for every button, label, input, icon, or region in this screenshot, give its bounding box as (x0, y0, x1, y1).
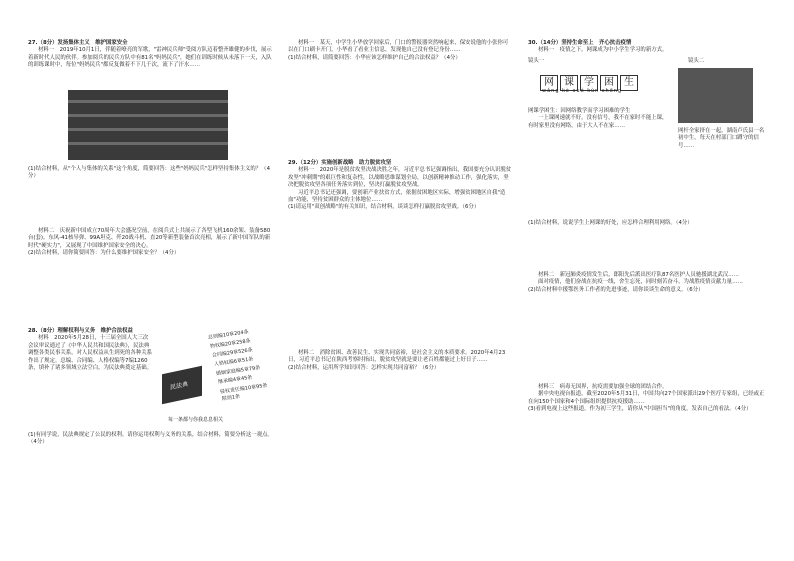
ribbon-item: 物权编20章258条 (209, 338, 252, 350)
q30-material-1: 材料一 疫情之下，网课成为中小学生学习的新方式。 (538, 47, 668, 54)
pinyin-line: wǎng kè xué kùn shēng (542, 88, 623, 94)
q30-text-1: 网课学困生：因网络教学而学习困难的学生 (528, 108, 631, 114)
q27-part1 (28, 166, 273, 181)
q30-material-2: 材料二 新冠肺炎疫情发生后，郎阳先后派出医疗队87名医护人员驰援湖北武汉…… (538, 272, 739, 278)
question-29 (288, 160, 513, 212)
q27-material-2: 材料二 庆祝新中国成立70周年大会盛况空前，在阅兵式上共展示了各型飞机160余架、装备580台(套)。东风-41核导弹、99A坦克、歼20战斗机、直20等新型装备首次亮相，展示了新中国军队的新时代"硬实力"，又展现了中国维护国家安全的决心。 (28, 228, 271, 249)
ribbon-item: 合同编29章526条 (211, 347, 254, 359)
word-box: 学 (580, 75, 598, 91)
word-box: 生 (620, 75, 638, 91)
q27-question-1: (1)结合材料，从"个人与集体的关系"这个角度，简要回答：这些"妈妈民兵"怎样坚持集体主义的？（4分） (28, 166, 270, 180)
graphic-caption: 每一条都与你我息息相关 (168, 417, 224, 423)
book-icon (162, 366, 202, 405)
col2-question-1: (1)结合材料，请简要回答：小华应该怎样维护自己的合法权益？（4分） (288, 54, 461, 61)
col2-material-1: 材料一 某天，中学生小华放学回家后，门口的警报器突然响起来，保安说他的小张你可以在门口刷卡开门，小华看了看业主信息，发现他自己没有登记身份…… (288, 40, 509, 54)
q29-question-1: (1)请运用"双创战略"的有关知识，结合材料，谈谈怎样打赢脱贫攻坚战。（6分） (288, 204, 480, 211)
q27-material-1: 材料一 2019年10月1日，伴随着嘹亮的军歌，"雷神民兵师"受阅方队迈着整齐雄健的步伐，展示着新时代人民的伙伴。参加阅兵的民兵方队中有81名"妈妈民兵"，她们在训练时候从未落下一天，入队的训练课时中，每位"妈妈民兵"都反复做着不下几千次，流下了汗水…… (28, 47, 272, 69)
ribbon-item: 总则编10章204条 (207, 329, 250, 341)
question-28-heading: 28.（8分）理解权利与义务 维护合法权益 (28, 328, 133, 334)
q30-text-3: 网杆全家挤在一起，湖南卢氏县一名初中生，每天在村部门口蹲守的信号…… (678, 128, 765, 149)
question-30-heading: 30.（14分）坚持生命至上 齐心抗击疫情 (528, 40, 632, 46)
ribbon-item: 继承编4章45条 (217, 374, 253, 386)
q30-text-2: 一上课网速就不好，没有信号，我不在家时不能上课，有时家里没有网络，由于大人不在家…… (528, 115, 668, 129)
civil-code-graphic (158, 330, 273, 425)
q28-material: 材料 2020年5月28日，十三届全国人大三次会议审议通过了《中华人民共和国民法典》，民法典调整各类民事关系，对人民权益从生到死的各种关系作出了规定。总编、合同编、人格权编等7编1260条，填补了诸多领域立法空白，为民法典奠定基础。 (28, 335, 152, 372)
question-30 (528, 40, 768, 55)
q30-text-4: 面对疫情，他们奋战在抗疫一线，舍生忘死，同时刻苦奋斗，为战胜疫情贡献力量…… (538, 279, 743, 286)
q29-material-1b: 习近平总书记还强调，要创新产业扶贫方式，依据贫困地区实际，增强贫困地区自我"造血"功能，坚持贫困群众的主体地位…… (288, 189, 506, 204)
word-box: 网 (540, 75, 558, 91)
q30-question-2: (2)结合材料中援鄂医务工作者的先进事迹，请你谈谈生命的意义。（6分） (528, 286, 704, 293)
ribbon-item: 侵权责任编10章95条 (219, 382, 268, 396)
q30-text1 (528, 108, 668, 130)
classroom-photo (678, 68, 753, 123)
question-28 (28, 328, 153, 372)
q29-material-1: 材料一 2020年是脱贫攻坚决战决胜之年，习近平总书记强调指出，我国要充分认识脱贫攻坚"冲刺期"的艰巨性和复杂性，以战略思维谋划全局，以创新精神推动工作，强化落实，坚决把脱贫攻坚各项任务落实到位，坚决打赢脱贫攻坚战。 (288, 167, 512, 189)
q29-material-2: 材料二 消除贫困、改善民生、实现共同富裕，是社会主义的本质要求。2020年4月23日，习近平总书记在陕西考察时指出，脱贫攻坚就是要让老百姓都能过上好日子…… (288, 350, 506, 364)
question-29-heading: 29.（12分）实施创新战略 助力脱贫攻坚 (288, 160, 392, 166)
lens-1-label: 镜头一 (528, 58, 545, 64)
word-box: 困 (600, 75, 618, 91)
parade-photo (68, 90, 228, 160)
q29-question-2: (2)结合材料，运用所学知识回答：怎样实现共同富裕？（6分） (288, 364, 440, 371)
q30-part3 (528, 384, 768, 414)
q30-part2 (528, 272, 768, 294)
question-27 (28, 40, 273, 70)
q30-text-5: 据中央电视台报道，截至2020年5月31日，中国共向27个国家派出29个医疗专家组，已经或正在向150个国家和4个国际组织提供抗疫援助…… (528, 391, 765, 405)
q30-material-3: 材料三 病毒无国界，抗疫需要加强全球的团结合作。 (538, 384, 668, 390)
ribbon-item: 人格权编6章51条 (213, 356, 254, 368)
book-title: 民法典 (170, 380, 189, 392)
column-right (528, 0, 768, 561)
column-middle (288, 0, 513, 561)
ribbon-item: 附则1条 (221, 393, 241, 403)
q27-question-2: (2)结合材料，请你简要回答：为什么要维护国家安全？（4分） (28, 250, 180, 257)
column-left (28, 0, 273, 561)
q28-question-1: (1)有同学说，民法典规定了公民的权利。请你运用权利与义务的关系，结合材料，简要分析这一观点。（4分） (28, 432, 273, 446)
q28-part1 (28, 432, 273, 447)
ribbon-item: 婚姻家庭编5章79条 (215, 364, 261, 378)
word-box: 课 (560, 75, 578, 91)
question-27-heading: 27.（8分）发扬集体主义 维护国家安全 (28, 40, 128, 46)
col2-top (288, 40, 513, 62)
lens-2-label: 镜头二 (688, 58, 705, 64)
q30-question-3: (3)看到电视上这些报道，作为初三学生，请你从"中国担当"的角度，发表自己的看法。（4分） (528, 406, 752, 413)
q29-part2 (288, 350, 513, 372)
q30-question-1: (1)结合材料，说说学生上网课的好处，应怎样合理利用网络。（4分） (528, 220, 693, 226)
q27-part2 (28, 228, 273, 258)
